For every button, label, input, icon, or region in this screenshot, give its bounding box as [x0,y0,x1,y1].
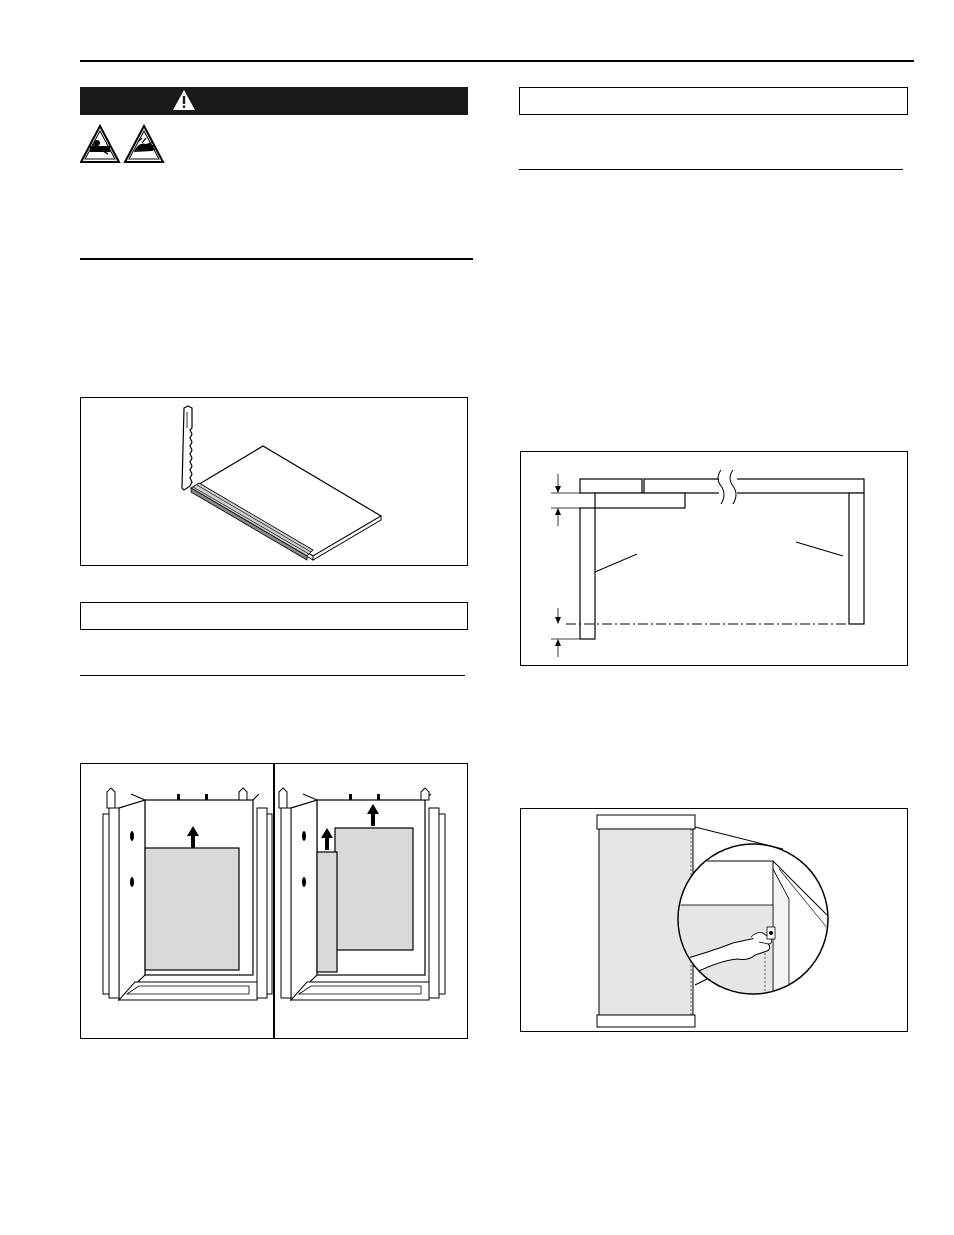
warning-banner [80,87,468,115]
section-heading-box-left [80,602,468,630]
hand-cut-hazard-icon [125,126,163,162]
figure-panel-insertion [80,763,468,1039]
header-rule [80,60,914,62]
section-divider-left-bottom [80,675,465,676]
frame-clearance-diagram [521,452,907,665]
hand-securing-illustration [521,809,907,1031]
jigsaw-illustration [81,398,467,565]
panel-insertion-illustration [81,764,467,1038]
figure-hand-securing-panel [520,808,908,1032]
section-divider-left-top [80,258,473,260]
panel-insertion-left-view [103,788,272,1000]
section-divider-right [519,169,903,170]
figure-jigsaw-cutting [80,397,468,566]
panel-insertion-right-view [279,788,445,1000]
section-heading-box-right [519,87,908,115]
figure-frame-clearance [520,451,908,666]
saw-blade-hazard-icon [81,126,119,162]
hazard-icons [80,124,166,164]
warning-triangle-icon [172,89,196,111]
